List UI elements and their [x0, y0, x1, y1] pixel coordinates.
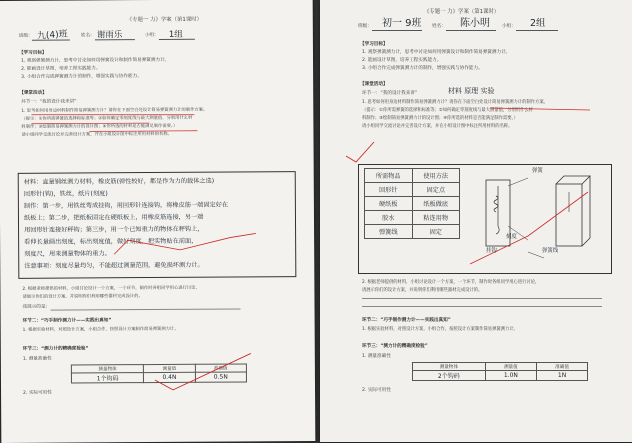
left-td-object: 1个钩码 — [71, 373, 143, 383]
left-worksheet-page — [0, 0, 315, 443]
right-goal-1: 1. 观察弹簧测力计，思考中讨论如何用弹簧设计和制作简易弹簧测力计。 — [362, 50, 511, 55]
left-hw-line-4: 纸板上；第二步，把纸板固定在硬纸板上，用橡皮筋连接，另一端 — [23, 213, 204, 222]
left-th-measured: 测量值 — [144, 364, 195, 372]
right-sk-r4c1: 固定 — [412, 225, 460, 239]
left-link1: 环节一：“我的设计我来讲” — [21, 99, 77, 105]
right-red-marks — [340, 96, 600, 166]
right-sk-r2c0: 硬纸板 — [365, 197, 413, 211]
left-hw-line-8: 注意事项：刻度尽量均匀，不能超过测量范围，避免损坏测力计。 — [24, 261, 204, 270]
right-sk-r1c1: 固定点 — [412, 183, 460, 197]
left-th-accurate: 准确值 — [195, 364, 246, 372]
left-td-accurate: 0.5N — [195, 372, 246, 382]
left-q2-line-2: 请展示你们的设计方案，并说明你们利用哪些器材完成设计的。 — [22, 294, 143, 300]
left-hw-line-3: 制作：第一步，用铁丝弯成挂钩，用回形针连接钩，将橡皮筋一端固定好在 — [23, 201, 229, 210]
right-goals-heading: 【学习目标】 — [360, 42, 388, 47]
right-name-label: 姓名： — [432, 24, 446, 29]
right-group-label: 小组： — [502, 24, 516, 29]
right-link1-q2: （提示：①你所需弹簧的选择和标准等；②如何确定零刻度线与最大测量值，分别用什么材 — [362, 108, 533, 113]
left-name-handwritten: 谢雨乐 — [96, 30, 123, 41]
right-link1: 环节一：“我的设计我来讲” — [362, 91, 418, 96]
right-td-measured: 1.0N — [485, 371, 537, 381]
right-th-object: 测量物体 — [413, 363, 486, 371]
left-name-label: 姓名： — [80, 33, 95, 39]
left-class-label: 班级： — [18, 33, 33, 39]
right-sk-r1c0: 回形针 — [365, 183, 413, 197]
right-answer-line-2 — [362, 306, 602, 307]
right-activity-heading: 【课堂活动】 — [360, 82, 388, 87]
right-group-underline — [516, 30, 558, 31]
left-link1-q3: 料制作；③绘制简易弹簧测力计的设计图；④你所选的材料是否能满足制作需要。） — [21, 123, 178, 130]
right-sketch-label-line: 弹簧线 — [542, 248, 559, 254]
left-goal-3: 3. 小组合作完成弹簧测力计的制作，增强实践与协作能力。 — [21, 74, 142, 80]
right-goal-3: 3. 小组合作完成弹簧测力计的制作，增强实践与协作能力。 — [362, 66, 483, 71]
right-measure-heading: 1. 测量准确性 — [362, 354, 391, 359]
right-sk-r3c0: 胶水 — [365, 211, 413, 225]
left-th-object: 测量物体 — [71, 365, 143, 373]
right-td-accurate: 1N — [537, 371, 588, 381]
left-q2-label: 我展示的是： — [22, 304, 51, 310]
right-worksheet-page — [320, 0, 632, 442]
right-class-handwritten: 初一 9班 — [382, 18, 422, 29]
right-goal-2: 2. 能画设计草图，培养工程实践能力。 — [362, 58, 442, 63]
right-scale-label: 2. 实际可用性 — [362, 388, 391, 393]
right-sk-r0c0: 所需物品 — [365, 169, 413, 183]
left-scale-label: 2. 实际可用性 — [23, 390, 52, 396]
right-link1-handwritten: 材料 原理 实验 — [448, 87, 495, 95]
right-link2: 环节二：“巧手制作测力计——实践出真知” — [362, 318, 451, 323]
right-th-accurate: 准确值 — [537, 363, 588, 371]
left-activity-heading: 【课堂活动】 — [19, 90, 47, 96]
left-hw-line-6: 看伸长量画出刻度，标出刻度值，做好刻度，把实物贴在前面， — [24, 237, 198, 246]
right-th-measured: 测量值 — [485, 363, 537, 371]
left-hw-line-5: 用回形针连接好秤钩；第三步，用一个已知重力的物体在秤钩上， — [24, 225, 204, 234]
right-answer-line-1 — [362, 298, 602, 299]
left-goals-heading: 【学习目标】 — [18, 50, 47, 56]
left-hw-line-1: 材料：直量钢丝测力材料，橡皮筋(弹性较好，都是作为力的载体之选) — [23, 177, 215, 186]
right-sketch-label-scale: 刻度 — [506, 234, 517, 240]
left-goal-1: 1. 观察弹簧测力计，思考中讨论如何用弹簧设计和制作简易弹簧测力计。 — [21, 57, 170, 64]
left-goal-2: 2. 能画设计草图，培养工程实践能力。 — [21, 66, 101, 72]
left-hw-line-2: 回形针(钩)，铁丝，纸片(刻度) — [23, 190, 108, 198]
left-link1-q4: 请小组同学交流讨论并完善设计方案，并在小组设计图中标注所用材料的名称。 — [21, 131, 172, 138]
right-q2-line-2: 请展示你们的设计方案，并说明你们利用哪些器材完成设计的。 — [362, 288, 483, 293]
left-title: 《专题一 力》学案（第1课时） — [126, 16, 203, 24]
right-measure-table — [412, 362, 588, 381]
right-q2-line-1: 2. 根据老师提供的材料，小组讨论设计一个方案，一个环节，制作时各组同学用心进行讨论， — [362, 280, 540, 285]
right-sketch-label-hook: 挂钩 — [486, 248, 497, 254]
right-title: 《专题一 力》学案（第1课时） — [424, 9, 500, 15]
right-sk-r3c1: 粘连用物 — [412, 211, 460, 225]
left-red-arrow — [110, 231, 260, 260]
left-td-measured: 0.4N — [144, 372, 195, 382]
right-sk-r0c1: 使用方法 — [412, 169, 460, 183]
right-group-handwritten: 2组 — [530, 18, 546, 29]
right-name-handwritten: 陈小明 — [460, 18, 490, 29]
left-link2-text: 1. 根据实验材料，对照设计方案，小组合作，按照设计方案制作简易弹簧测力计。 — [22, 326, 179, 333]
left-answer-line — [51, 308, 241, 310]
left-group-label: 小组： — [144, 32, 159, 39]
left-class-handwritten: 九(4)班 — [36, 29, 69, 42]
right-sk-r2c1: 纸板做底 — [412, 197, 460, 211]
right-sk-r4c0: 弹簧线 — [365, 225, 413, 239]
right-name-underline — [446, 30, 496, 31]
left-link3: 环节三：“测力计的精确度检验” — [22, 346, 89, 352]
left-hw-line-7: 刻度尺，用来测量物体的重力。 — [24, 250, 111, 258]
right-link2-text: 1. 根据实验材料，对照设计方案，小组合作，按照设计方案制作简易弹簧测力计。 — [362, 327, 518, 332]
right-link1-q1: 1. 思考如何用身边材料制作简易弹簧测力计？请你在下面空白处设计简易弹簧测力计的制作方案。 — [362, 100, 548, 105]
left-link1-q1: 1. 思考如何用身边材料制作简易弹簧测力计？请你在下面空白处设计简易弹簧测力计的制作方案。 — [21, 107, 208, 114]
right-link3: 环节三：“测力计的精确度检验” — [362, 344, 428, 349]
right-class-underline — [372, 30, 422, 31]
right-sketch-label-spring: 弹簧 — [532, 168, 543, 174]
left-link2: 环节二：“巧手制作测力计——实践出真知” — [22, 318, 112, 324]
left-red-underlines — [29, 112, 199, 143]
right-link1-q4: 请小组同学交流讨论并完善设计方案，并在小组设计图中标注所用材料的名称。 — [362, 124, 513, 129]
left-group-handwritten: 1组 — [168, 29, 183, 40]
left-link1-q2: （提示：①你所需弹簧的选择和标准等；②如何确定零刻度线与最大测量值，分别用什么材 — [21, 115, 193, 122]
right-sketch-drawing — [468, 166, 608, 270]
right-td-object: 2个钩码 — [413, 371, 486, 381]
right-sketch-table — [364, 168, 460, 239]
left-q2-line-1: 2. 根据老师提供的材料，小组讨论设计一个方案，一个环节，制作时各组同学用心进行讨论， — [22, 285, 200, 292]
right-link1-q3: 料制作；③绘制简易弹簧测力计的设计图；④你所选的材料是否能满足制作需要。） — [362, 116, 518, 121]
left-measure-heading: 1. 测量准确性 — [22, 356, 52, 362]
right-class-label: 班级： — [358, 24, 372, 29]
left-red-check — [151, 349, 261, 395]
